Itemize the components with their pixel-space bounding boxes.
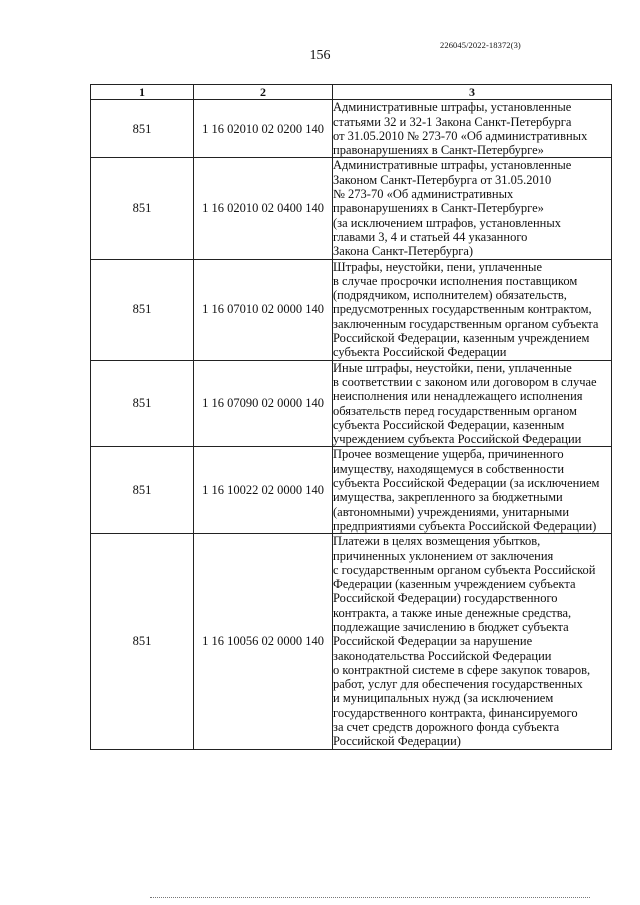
description-cell <box>333 158 612 259</box>
document-id: 226045/2022-18372(3) <box>440 40 521 50</box>
description-cell <box>333 534 612 749</box>
description-line: предприятиями субъекта Российской Федерации) <box>333 518 597 533</box>
description-line: Законом Санкт-Петербурга от 31.05.2010 <box>333 172 552 187</box>
description-line: в соответствии с законом или договором в случае <box>333 374 597 389</box>
kbk-code-cell: 1 16 10056 02 0000 140 <box>194 534 333 749</box>
description-line: Закона Санкт-Петербурга) <box>333 244 474 259</box>
description-cell <box>333 360 612 447</box>
description-line: (подрядчиком, исполнителем) обязательств, <box>333 288 567 303</box>
description-line: (автономными) учреждениями, унитарными <box>333 504 570 519</box>
admin-code-cell: 851 <box>91 100 194 158</box>
description-line: Иные штрафы, неустойки, пени, уплаченные <box>333 360 572 375</box>
description-cell <box>333 447 612 534</box>
description-line: государственного контракта, финансируемого <box>333 705 578 720</box>
description-line: Российской Федерации, казенным учреждением <box>333 331 590 346</box>
description-line: правонарушениях в Санкт-Петербурге» <box>333 143 544 158</box>
description-line: главами 3, 4 и статьей 44 указанного <box>333 229 528 244</box>
table-row <box>91 534 612 749</box>
table-row <box>91 360 612 447</box>
description-line: причиненных уклонением от заключения <box>333 548 554 563</box>
description-line: с государственным органом субъекта Российской <box>333 562 596 577</box>
column-header-2: 2 <box>194 85 333 100</box>
scan-edge-artifact <box>150 897 590 900</box>
description-line: Платежи в целях возмещения убытков, <box>333 534 541 549</box>
description-line: и муниципальных нужд (за исключением <box>333 691 554 706</box>
budget-codes-table <box>90 84 612 750</box>
description-cell <box>333 259 612 360</box>
description-line: Административные штрафы, установленные <box>333 158 572 173</box>
description-line: Прочее возмещение ущерба, причиненного <box>333 447 564 462</box>
description-line: Российской Федерации) государственного <box>333 591 558 606</box>
description-cell <box>333 100 612 158</box>
description-line: правонарушениях в Санкт-Петербурге» <box>333 201 544 216</box>
description-line: о контрактной системе в сфере закупок товаров, <box>333 662 591 677</box>
description-line: субъекта Российской Федерации (за исключением <box>333 476 600 491</box>
kbk-code-cell: 1 16 02010 02 0400 140 <box>194 158 333 259</box>
admin-code-cell: 851 <box>91 534 194 749</box>
kbk-code-cell: 1 16 10022 02 0000 140 <box>194 447 333 534</box>
description-line: от 31.05.2010 № 273-70 «Об административных <box>333 128 588 143</box>
description-line: законодательства Российской Федерации <box>333 648 552 663</box>
description-line: за счет средств дорожного фонда субъекта <box>333 720 560 735</box>
description-line: имуществу, находящемуся в собственности <box>333 461 565 476</box>
table-header-row <box>91 85 612 100</box>
description-line: Федерации (казенным учреждением субъекта <box>333 577 576 592</box>
description-line: Российской Федерации за нарушение <box>333 634 533 649</box>
description-line: неисполнения или ненадлежащего исполнения <box>333 389 583 404</box>
description-line: (за исключением штрафов, установленных <box>333 215 561 230</box>
description-line: в случае просрочки исполнения поставщиком <box>333 273 578 288</box>
description-line: статьями 32 и 32-1 Закона Санкт-Петербурга <box>333 114 572 129</box>
description-line: заключенным государственным органом субъекта <box>333 316 599 331</box>
table-body <box>91 100 612 749</box>
table-row <box>91 100 612 158</box>
admin-code-cell: 851 <box>91 158 194 259</box>
description-line: Российской Федерации) <box>333 734 461 749</box>
description-line: Штрафы, неустойки, пени, уплаченные <box>333 259 542 274</box>
description-line: подлежащие зачислению в бюджет субъекта <box>333 619 569 634</box>
description-line: имущества, закрепленного за бюджетными <box>333 490 563 505</box>
description-line: учреждением субъекта Российской Федерации <box>333 432 582 447</box>
page-number: 156 <box>309 48 331 63</box>
description-line: субъекта Российской Федерации <box>333 345 507 360</box>
kbk-code-cell: 1 16 07090 02 0000 140 <box>194 360 333 447</box>
kbk-code-cell: 1 16 02010 02 0200 140 <box>194 100 333 158</box>
admin-code-cell: 851 <box>91 259 194 360</box>
column-header-3: 3 <box>333 85 612 100</box>
description-line: субъекта Российской Федерации, казенным <box>333 417 565 432</box>
table-row <box>91 158 612 259</box>
description-line: № 273-70 «Об административных <box>333 187 514 202</box>
table-row <box>91 447 612 534</box>
description-line: Административные штрафы, установленные <box>333 100 572 115</box>
table-row <box>91 259 612 360</box>
column-header-1: 1 <box>91 85 194 100</box>
admin-code-cell: 851 <box>91 447 194 534</box>
description-line: обязательств перед государственным органом <box>333 403 577 418</box>
admin-code-cell: 851 <box>91 360 194 447</box>
kbk-code-cell: 1 16 07010 02 0000 140 <box>194 259 333 360</box>
description-line: предусмотренных государственным контрактом, <box>333 302 592 317</box>
description-line: контракта, а также иные денежные средства, <box>333 605 572 620</box>
description-line: работ, услуг для обеспечения государственных <box>333 677 583 692</box>
